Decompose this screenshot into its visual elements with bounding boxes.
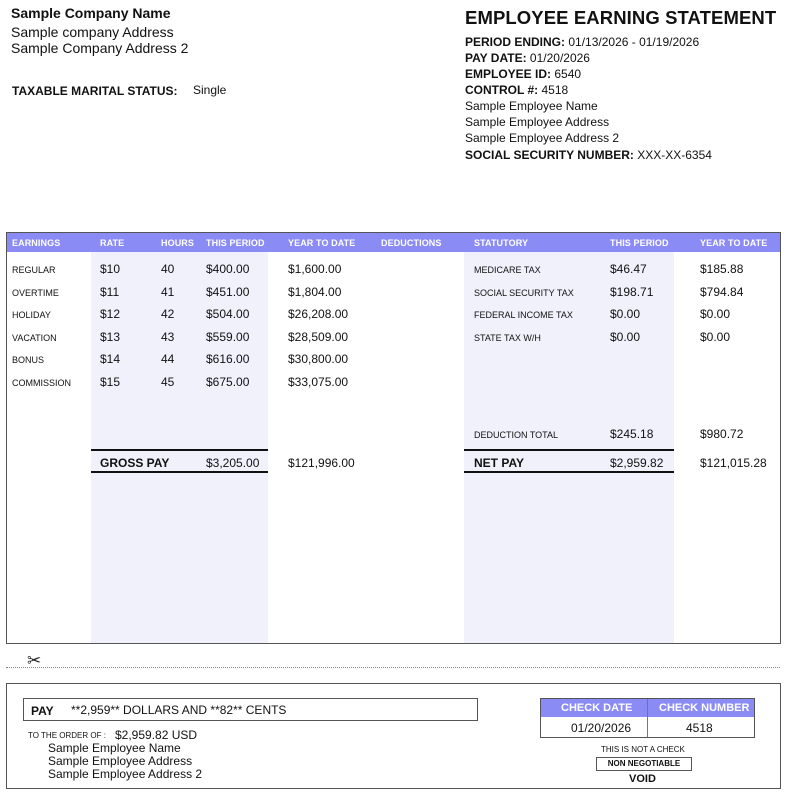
net-pay-label: NET PAY	[474, 456, 525, 470]
header-this-period: THIS PERIOD	[206, 238, 265, 248]
earnings-hours: 42	[161, 307, 175, 321]
deduction-total-label: DEDUCTION TOTAL	[474, 430, 559, 440]
cut-line	[6, 667, 780, 668]
header-earnings: EARNINGS	[12, 238, 61, 248]
period-ending	[465, 35, 699, 49]
header-rate: RATE	[100, 238, 125, 248]
earnings-rate: $14	[100, 352, 121, 366]
not-a-check-notice: THIS IS NOT A CHECK	[601, 745, 685, 754]
earnings-rate: $11	[100, 285, 120, 299]
earnings-current: $616.00	[206, 352, 250, 366]
pay-date	[465, 51, 590, 65]
net-pay-rule-top	[464, 449, 674, 451]
earnings-label: HOLIDAY	[12, 310, 51, 320]
pay-date-label: PAY DATE:	[465, 51, 527, 65]
earnings-rate: $10	[100, 262, 121, 276]
control-number	[465, 83, 568, 97]
control-number-label: CONTROL #:	[465, 83, 539, 97]
earnings-rate: $12	[100, 307, 121, 321]
header-hours: HOURS	[161, 238, 195, 248]
period-ending-value: 01/13/2026 - 01/19/2026	[568, 35, 700, 49]
statutory-label: SOCIAL SECURITY TAX	[474, 288, 574, 298]
non-negotiable-badge: NON NEGOTIABLE	[596, 757, 692, 771]
statutory-ytd: $794.84	[700, 285, 744, 299]
payee-address-2: Sample Employee Address 2	[48, 767, 203, 781]
scissors-icon: ✂	[27, 651, 42, 670]
earnings-hours: 44	[161, 352, 175, 366]
gross-pay-label: GROSS PAY	[100, 456, 170, 470]
employee-id-label: EMPLOYEE ID:	[465, 67, 552, 81]
earnings-current: $504.00	[206, 307, 250, 321]
earnings-ytd: $26,208.00	[288, 307, 349, 321]
statutory-ytd: $0.00	[700, 307, 731, 321]
statement-title: EMPLOYEE EARNING STATEMENT	[465, 7, 777, 28]
statutory-ytd: $185.88	[700, 262, 744, 276]
earnings-label: COMMISSION	[12, 378, 72, 388]
payee-name: Sample Employee Name	[48, 741, 181, 755]
gross-pay-rule-bottom	[91, 471, 268, 473]
earnings-hours: 40	[161, 262, 175, 276]
order-of-label: TO THE ORDER OF :	[28, 731, 106, 740]
statutory-current: $0.00	[610, 307, 641, 321]
ssn-label: SOCIAL SECURITY NUMBER:	[465, 148, 634, 162]
earnings-rate: $15	[100, 375, 121, 389]
employee-id-value: 6540	[554, 67, 582, 81]
ssn	[465, 148, 712, 162]
gross-pay-ytd: $121,996.00	[288, 456, 355, 470]
gross-pay-rule-top	[91, 449, 268, 451]
employee-address-1: Sample Employee Address	[465, 115, 610, 129]
header-statutory: STATUTORY	[474, 238, 529, 248]
marital-status-label: TAXABLE MARITAL STATUS:	[12, 84, 178, 98]
header-deductions: DEDUCTIONS	[381, 238, 442, 248]
earnings-label: VACATION	[12, 333, 57, 343]
earnings-label: OVERTIME	[12, 288, 59, 298]
company-name: Sample Company Name	[11, 5, 171, 21]
period-ending-label: PERIOD ENDING:	[465, 35, 566, 49]
deduction-total-current: $245.18	[610, 427, 654, 441]
header-stat-year-to-date: YEAR TO DATE	[700, 238, 768, 248]
control-number-value: 4518	[541, 83, 569, 97]
earnings-ytd: $1,804.00	[288, 285, 342, 299]
earnings-label: REGULAR	[12, 265, 56, 275]
statutory-current: $46.47	[610, 262, 647, 276]
check-amount: $2,959.82 USD	[115, 728, 198, 742]
earnings-current: $675.00	[206, 375, 250, 389]
check-info-divider	[647, 699, 648, 737]
check-date-header: CHECK DATE	[561, 702, 633, 714]
net-pay-ytd: $121,015.28	[700, 456, 767, 470]
marital-status-value: Single	[193, 83, 227, 97]
earnings-label: BONUS	[12, 355, 45, 365]
check-date-value: 01/20/2026	[571, 721, 632, 735]
statutory-label: STATE TAX W/H	[474, 333, 541, 343]
check-number-value: 4518	[686, 721, 713, 735]
earnings-current: $559.00	[206, 330, 250, 344]
earnings-hours: 43	[161, 330, 175, 344]
payee-address-1: Sample Employee Address	[48, 754, 193, 768]
earnings-ytd: $33,075.00	[288, 375, 349, 389]
earnings-rate: $13	[100, 330, 121, 344]
header-stat-this-period: THIS PERIOD	[610, 238, 669, 248]
pay-amount-words: **2,959** DOLLARS AND **82** CENTS	[71, 703, 287, 717]
statutory-label: MEDICARE TAX	[474, 265, 541, 275]
statutory-current: $198.71	[610, 285, 654, 299]
earnings-current: $400.00	[206, 262, 250, 276]
void-label: VOID	[629, 773, 656, 785]
check-number-header: CHECK NUMBER	[659, 702, 750, 714]
pay-label: PAY	[31, 704, 54, 718]
company-address-1: Sample company Address	[11, 24, 174, 40]
earnings-hours: 45	[161, 375, 175, 389]
gross-pay-current: $3,205.00	[206, 456, 260, 470]
statutory-ytd: $0.00	[700, 330, 731, 344]
earnings-hours: 41	[161, 285, 175, 299]
company-address-2: Sample Company Address 2	[11, 40, 189, 56]
statutory-label: FEDERAL INCOME TAX	[474, 310, 573, 320]
ssn-value: XXX-XX-6354	[637, 148, 712, 162]
deduction-total-ytd: $980.72	[700, 427, 744, 441]
earnings-current: $451.00	[206, 285, 250, 299]
earnings-ytd: $28,509.00	[288, 330, 349, 344]
employee-name: Sample Employee Name	[465, 99, 598, 113]
header-year-to-date: YEAR TO DATE	[288, 238, 356, 248]
earnings-ytd: $30,800.00	[288, 352, 349, 366]
employee-address-2: Sample Employee Address 2	[465, 131, 620, 145]
earnings-ytd: $1,600.00	[288, 262, 342, 276]
pay-date-value: 01/20/2026	[529, 51, 590, 65]
net-pay-current: $2,959.82	[610, 456, 664, 470]
net-pay-rule-bottom	[464, 471, 674, 473]
employee-id	[465, 67, 581, 81]
statutory-current: $0.00	[610, 330, 641, 344]
